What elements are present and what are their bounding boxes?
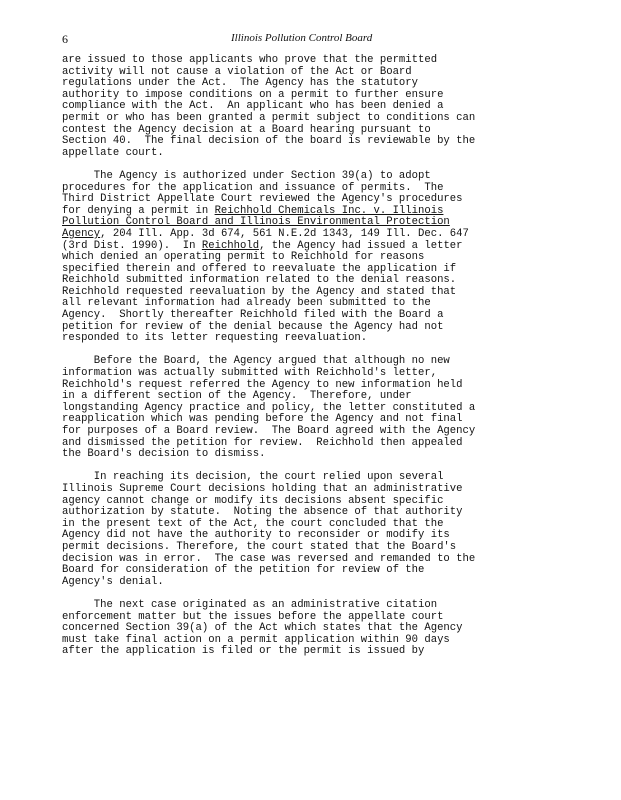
text-line: authority to impose conditions on a permit to further ensure bbox=[62, 88, 444, 101]
text-line: in the present text of the Act, the court concluded that the bbox=[62, 517, 444, 530]
text-line: Agency's denial. bbox=[62, 575, 164, 588]
case-title-underlined: Pollution Control Board and Illinois Environmental Protection bbox=[62, 216, 450, 229]
text-line: In reaching its decision, the court relied upon several bbox=[62, 471, 444, 484]
text-line: Agency did not have the authority to reconsider or modify its bbox=[62, 529, 450, 542]
text-line: specified therein and offered to reevaluate the application if bbox=[62, 262, 457, 275]
running-head: Illinois Pollution Control Board bbox=[231, 32, 373, 44]
text-line: Third District Appellate Court reviewed the Agency's procedures bbox=[62, 193, 463, 206]
text-line: the Board's decision to dismiss. bbox=[62, 448, 266, 461]
text-line: Board for consideration of the petition for review of the bbox=[62, 564, 425, 577]
text-line: permit decisions. Therefore, the court stated that the Board's bbox=[62, 540, 457, 553]
text-line: agency cannot change or modify its decisions absent specific bbox=[62, 494, 444, 507]
document-body bbox=[62, 55, 562, 669]
text-line: enforcement matter but the issues before the appellate court bbox=[62, 610, 444, 623]
case-short-name: Reichhold bbox=[201, 239, 260, 252]
text-line: permit or who has been granted a permit subject to conditions can bbox=[62, 111, 476, 124]
text-line: procedures for the application and issuance of permits. The bbox=[62, 181, 444, 194]
text-line: Section 40. The final decision of the board is reviewable by the bbox=[62, 135, 476, 148]
text-line: reapplication which was pending before the Agency and not final bbox=[62, 413, 463, 426]
paragraph-5 bbox=[62, 600, 562, 658]
text-fragment: , the Agency had issued a letter bbox=[259, 239, 463, 252]
paragraph-2 bbox=[62, 171, 562, 345]
text-line: appellate court. bbox=[62, 146, 164, 159]
text-line: in a different section of the Agency. Therefore, under bbox=[62, 390, 412, 403]
case-title-underlined: Reichhold Chemicals Inc. v. Illinois bbox=[214, 204, 444, 217]
citation: , 204 Ill. App. 3d 674, 561 N.E.2d 1343, 149 Ill. Dec. 647 bbox=[100, 227, 469, 240]
text-line: Reichhold's request referred the Agency to new information held bbox=[62, 378, 463, 391]
text-line: contest the Agency decision at a Board hearing pursuant to bbox=[62, 123, 431, 136]
text-line: longstanding Agency practice and policy, the letter constituted a bbox=[62, 401, 476, 414]
text-line: concerned Section 39(a) of the Act which states that the Agency bbox=[62, 622, 463, 635]
text-fragment: for denying a permit in bbox=[62, 204, 215, 217]
paragraph-3 bbox=[62, 356, 562, 460]
text-line: regulations under the Act. The Agency has the statutory bbox=[62, 77, 419, 90]
text-line: which denied an operating permit to Reichhold for reasons bbox=[62, 251, 425, 264]
text-line: Reichhold submitted information related to the denial reasons. bbox=[62, 274, 457, 287]
text-line: The next case originated as an administrative citation bbox=[62, 598, 438, 611]
text-line: authorization by statute. Noting the absence of that authority bbox=[62, 506, 463, 519]
text-line: after the application is filed or the permit is issued by bbox=[62, 645, 425, 658]
text-line: must take final action on a permit application within 90 days bbox=[62, 633, 450, 646]
text-line: Before the Board, the Agency argued that although no new bbox=[62, 355, 450, 368]
text-fragment: (3rd Dist. 1990). In bbox=[62, 239, 202, 252]
case-title-underlined: Agency bbox=[62, 227, 101, 240]
text-line: for purposes of a Board review. The Board agreed with the Agency bbox=[62, 425, 476, 437]
page-number: 6 bbox=[62, 32, 68, 46]
paragraph-4 bbox=[62, 472, 562, 588]
text-line: and dismissed the petition for review. Reichhold then appealed bbox=[62, 436, 463, 449]
text-line: are issued to those applicants who prove that the permitted bbox=[62, 54, 438, 66]
text-line: Agency. Shortly thereafter Reichhold filed with the Board a bbox=[62, 309, 444, 322]
text-line: The Agency is authorized under Section 39(a) to adopt bbox=[62, 169, 431, 182]
text-line: information was actually submitted with Reichhold's letter, bbox=[62, 367, 438, 380]
text-line: petition for review of the denial because the Agency had not bbox=[62, 320, 444, 333]
text-line: responded to its letter requesting reevaluation. bbox=[62, 332, 368, 345]
text-line: decision was in error. The case was reversed and remanded to the bbox=[62, 552, 476, 565]
text-line: compliance with the Act. An applicant who has been denied a bbox=[62, 100, 444, 113]
text-line: activity will not cause a violation of the Act or Board bbox=[62, 65, 412, 78]
text-line: Reichhold requested reevaluation by the Agency and stated that bbox=[62, 285, 457, 298]
text-line: Illinois Supreme Court decisions holding that an administrative bbox=[62, 482, 463, 495]
text-line: all relevant information had already been submitted to the bbox=[62, 297, 431, 310]
paragraph-1 bbox=[62, 55, 562, 159]
